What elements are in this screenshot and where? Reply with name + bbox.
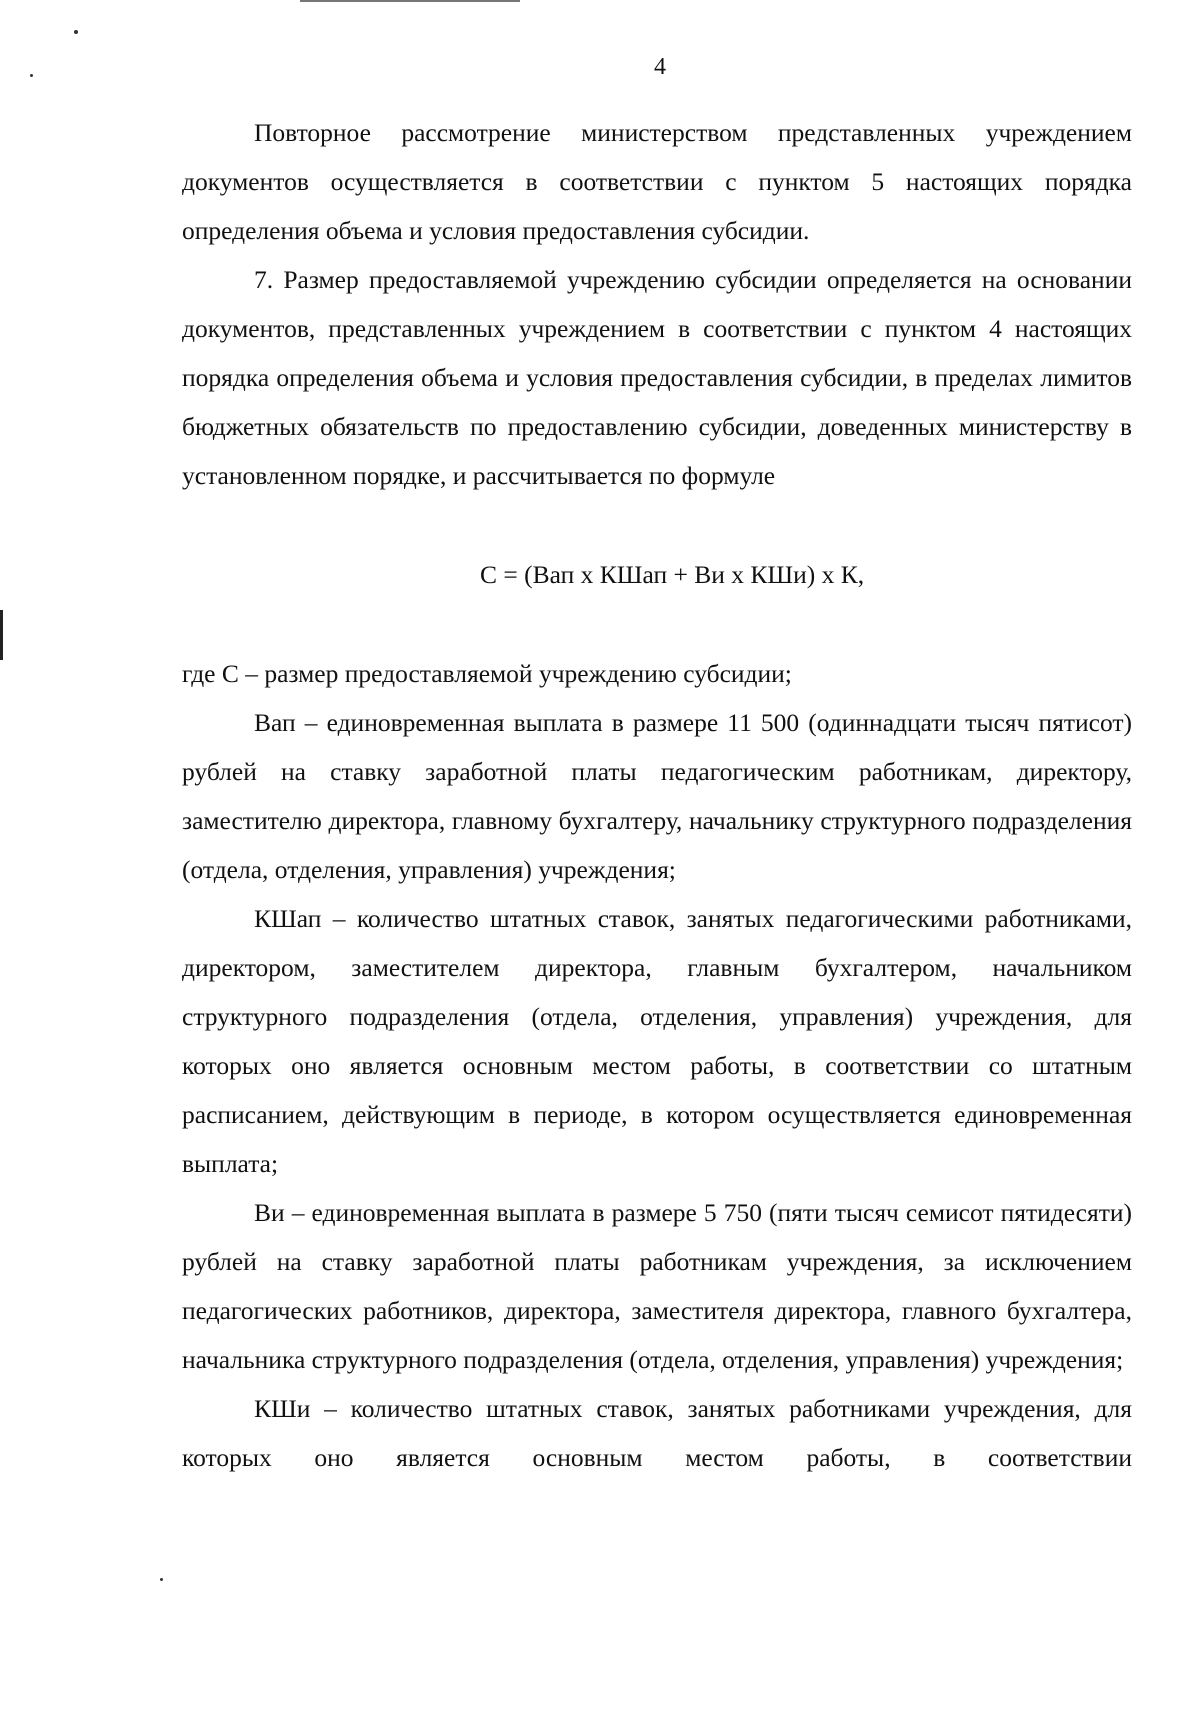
paragraph-review: Повторное рассмотрение министерством представленных учреждением документов осуществляется в соответствии с пунктом 5 настоящих порядка определения объема и условия предоставления субсидии. [182, 118, 1132, 245]
scan-edge-line [300, 0, 520, 2]
definition-kshap: КШап – количество штатных ставок, занятых педагогическими работниками, директором, заместителем директора, главным бухгалтером, начальником структурного подразделения (отдела, отделения, управления) учреждения, для которых оно является основным местом работы, в соответствии со штатным расписанием, действующим в периоде, в котором осуществляется единовременная выплата; [182, 904, 1132, 1178]
page-number: 4 [654, 54, 666, 80]
scan-speck [160, 1578, 163, 1581]
definition-vap: Вап – единовременная выплата в размере 11 500 (одиннадцати тысяч пятисот) рублей на ставку заработной платы педагогическим работникам, директору, заместителю директора, главному бухгалтеру, начальнику структурного подразделения (отдела, отделения, управления) учреждения; [182, 708, 1132, 884]
definition-kshi: КШи – количество штатных ставок, занятых работниками учреждения, для которых оно является основным местом работы, в соответствии [182, 1394, 1132, 1472]
definition-vi: Ви – единовременная выплата в размере 5 750 (пяти тысяч семисот пятидесяти) рублей на ставку заработной платы работникам учреждения, за исключением педагогических работников, директора, заместителя директора, главного бухгалтера, начальника структурного подразделения (отдела, отделения, управления) учреждения; [182, 1198, 1132, 1374]
scan-speck [74, 30, 78, 34]
scan-edge-mark [0, 610, 3, 660]
document-body [182, 108, 1132, 1482]
definition-c: где С – размер предоставляемой учреждению субсидии; [182, 659, 792, 688]
formula: С = (Вап х КШап + Ви х КШи) х К, [480, 560, 865, 589]
paragraph-item-7: 7. Размер предоставляемой учреждению субсидии определяется на основании документов, представленных учреждением в соответствии с пунктом 4 настоящих порядка определения объема и условия предоставления субсидии, в пределах лимитов бюджетных обязательств по предоставлению субсидии, доведенных министерству в установленном порядке, и рассчитывается по формуле [182, 265, 1132, 490]
